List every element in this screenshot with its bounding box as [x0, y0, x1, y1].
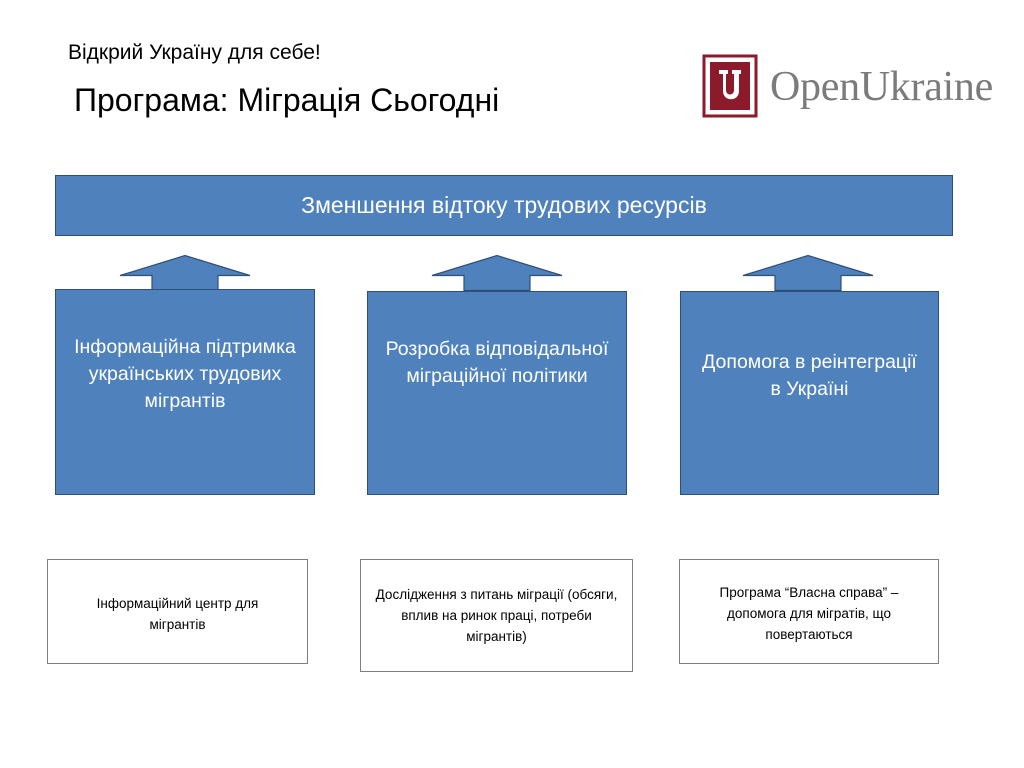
pillar-label: Розробка відповідальної міграційної політики — [385, 338, 609, 387]
goal-banner-label: Зменшення відтоку трудових ресурсів — [301, 192, 707, 218]
activity-box-info-center — [47, 559, 308, 664]
slide-subtitle: Відкрий Україну для себе! — [68, 41, 321, 64]
activity-box-research — [360, 559, 633, 672]
openukraine-logo — [702, 54, 1000, 118]
up-arrow-icon — [120, 255, 250, 291]
pillar-box-info-support — [55, 289, 315, 495]
activity-label: Програма “Власна справа” – допомога для мігратів, що повертаються — [719, 585, 899, 642]
logo-mark-icon — [702, 54, 758, 118]
pillar-box-migration-policy — [367, 291, 627, 495]
slide-title: Програма: Міграція Сьогодні — [74, 82, 500, 118]
up-arrow-icon — [432, 255, 562, 291]
goal-banner — [55, 175, 953, 236]
pillar-label: Інформаційна підтримка українських трудових мігрантів — [74, 336, 296, 412]
pillar-box-reintegration — [680, 291, 939, 495]
pillar-label: Допомога в реінтеграції в Україні — [702, 351, 917, 400]
logo-wordmark: OpenUkraine — [770, 64, 993, 110]
activity-label: Дослідження з питань міграції (обсяги, вплив на ринок праці, потреби мігрантів) — [375, 587, 618, 644]
activity-label: Інформаційний центр для мігрантів — [96, 596, 259, 632]
up-arrow-icon — [743, 255, 873, 291]
activity-box-own-business — [679, 559, 939, 664]
